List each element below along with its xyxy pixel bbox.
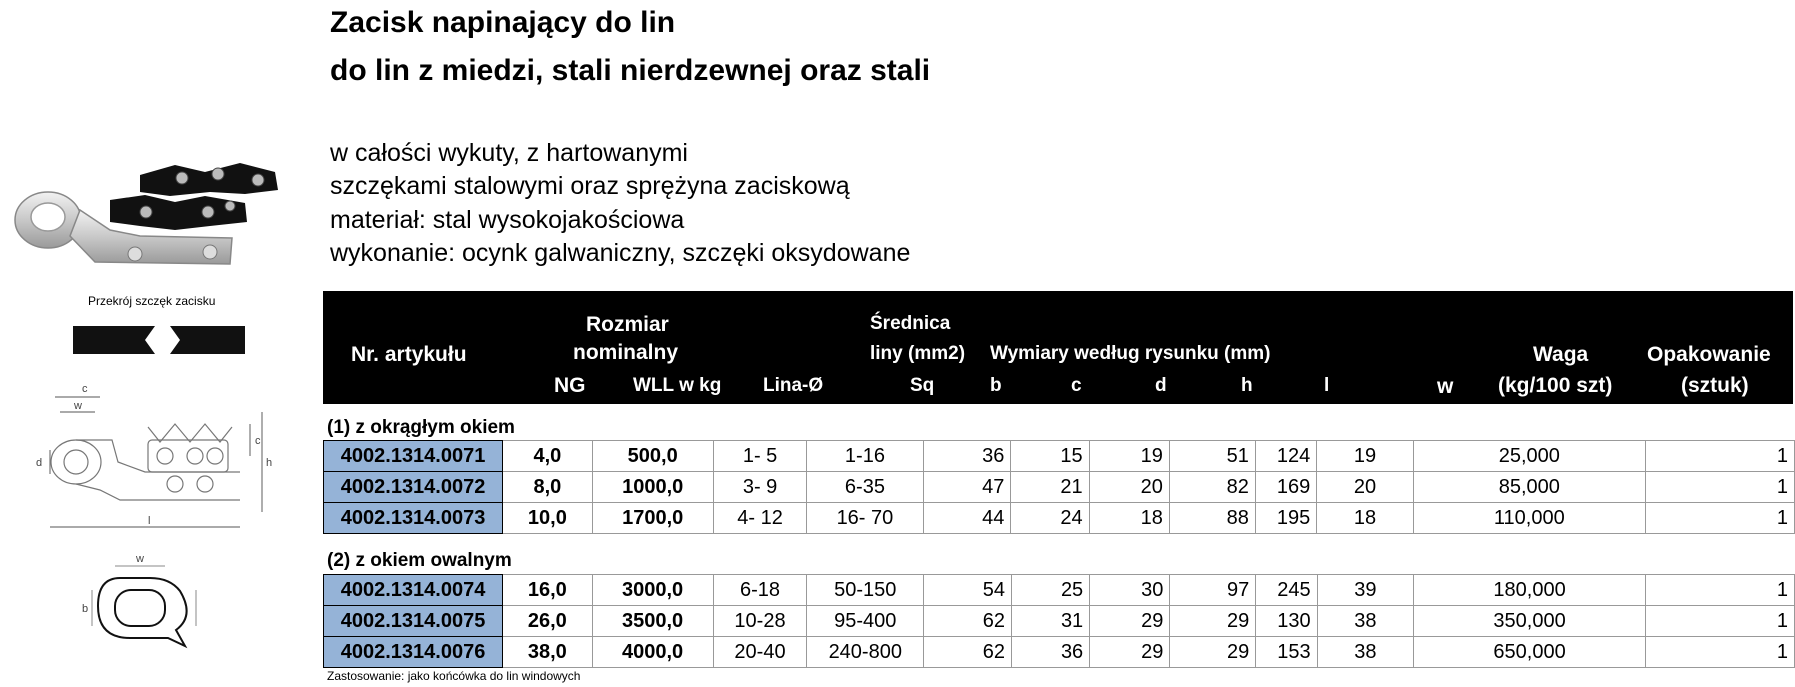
cell-l: 169 [1255, 472, 1316, 503]
cell-b: 44 [923, 503, 1011, 534]
cell-lina: 10-28 [713, 606, 807, 637]
cell-waga: 350,000 [1414, 606, 1646, 637]
cell-sq: 50-150 [807, 575, 924, 606]
article-number: 4002.1314.0071 [324, 441, 503, 472]
table-row [324, 503, 1795, 534]
description-line-1: w całości wykuty, z hartowanymi [330, 139, 688, 167]
dim-label-c2: c [255, 435, 261, 447]
cell-l: 153 [1256, 637, 1317, 668]
col-dims: Wymiary według rysunku (mm) [990, 343, 1271, 364]
cell-waga: 650,000 [1414, 637, 1646, 668]
col-c: c [1071, 375, 1082, 396]
cell-b: 36 [923, 441, 1011, 472]
eye-label-w: w [136, 553, 144, 565]
cell-b: 54 [924, 575, 1012, 606]
jaw-cross-section [0, 318, 320, 368]
col-srednica-line1: Średnica [870, 313, 951, 334]
col-nominal-line1: Rozmiar [586, 313, 669, 336]
cell-pack: 1 [1645, 441, 1794, 472]
cell-lina: 4- 12 [713, 503, 807, 534]
cell-sq: 95-400 [807, 606, 924, 637]
cell-h: 29 [1170, 606, 1256, 637]
table-row [324, 441, 1795, 472]
table-row [324, 606, 1795, 637]
cell-h: 82 [1169, 472, 1255, 503]
col-w: w [1437, 375, 1454, 398]
col-pack-line2: (sztuk) [1681, 374, 1749, 397]
col-waga-line1: Waga [1533, 343, 1589, 366]
dim-label-c: c [82, 383, 88, 395]
cell-pack: 1 [1646, 575, 1795, 606]
cell-l: 245 [1256, 575, 1317, 606]
cell-c: 25 [1011, 575, 1089, 606]
description-line-3: materiał: stal wysokojakościowa [330, 206, 685, 234]
cell-ng: 8,0 [503, 472, 593, 503]
cell-c: 15 [1011, 441, 1089, 472]
cell-sq: 6-35 [807, 472, 923, 503]
col-lina: Lina-Ø [763, 375, 824, 396]
jaw-section-label: Przekrój szczęk zacisku [88, 294, 216, 308]
cell-c: 31 [1011, 606, 1089, 637]
cell-sq: 16- 70 [807, 503, 923, 534]
cell-wll: 4000,0 [592, 637, 713, 668]
table-row [324, 472, 1795, 503]
cell-h: 97 [1170, 575, 1256, 606]
cell-d: 29 [1090, 637, 1170, 668]
product-illustrations [0, 0, 320, 687]
cell-waga: 25,000 [1413, 441, 1645, 472]
cell-h: 88 [1169, 503, 1255, 534]
cell-pack: 1 [1645, 472, 1794, 503]
dim-label-w: w [74, 400, 82, 412]
col-wll: WLL w kg [633, 375, 722, 396]
article-number: 4002.1314.0074 [324, 575, 503, 606]
cell-waga: 180,000 [1414, 575, 1646, 606]
dim-label-l: l [148, 515, 151, 527]
article-number: 4002.1314.0072 [324, 472, 503, 503]
cell-sq: 1-16 [807, 441, 923, 472]
col-h: h [1241, 375, 1253, 396]
table-header [323, 291, 1793, 404]
technical-drawing-side [0, 372, 320, 542]
cell-l: 130 [1256, 606, 1317, 637]
cell-h: 29 [1170, 637, 1256, 668]
cell-lina: 6-18 [713, 575, 807, 606]
cell-waga: 85,000 [1413, 472, 1645, 503]
cell-w: 20 [1317, 472, 1414, 503]
dim-label-h: h [266, 457, 273, 469]
cell-d: 30 [1090, 575, 1170, 606]
cell-ng: 10,0 [503, 503, 593, 534]
cell-w: 18 [1317, 503, 1414, 534]
article-number: 4002.1314.0076 [324, 637, 503, 668]
cell-pack: 1 [1646, 637, 1795, 668]
col-l: l [1324, 375, 1330, 396]
cell-c: 36 [1011, 637, 1089, 668]
cell-ng: 4,0 [503, 441, 593, 472]
eye-label-b: b [82, 603, 89, 615]
cell-d: 29 [1090, 606, 1170, 637]
dim-label-d: d [36, 457, 43, 469]
cell-c: 24 [1011, 503, 1089, 534]
cell-pack: 1 [1645, 503, 1794, 534]
cell-h: 51 [1169, 441, 1255, 472]
cell-lina: 1- 5 [713, 441, 807, 472]
footnote: Zastosowanie: jako końcówka do lin windowych [327, 669, 581, 683]
col-article: Nr. artykułu [351, 343, 467, 366]
cell-w: 38 [1317, 637, 1413, 668]
table-round-eye [323, 440, 1795, 534]
cell-wll: 1000,0 [592, 472, 713, 503]
cell-d: 19 [1089, 441, 1169, 472]
page-title: Zacisk napinający do lin [330, 6, 676, 39]
group-label-oval-eye: (2) z okiem owalnym [327, 550, 512, 571]
col-b: b [990, 375, 1002, 396]
table-oval-eye [323, 574, 1795, 668]
col-pack-line1: Opakowanie [1647, 343, 1771, 366]
cell-b: 62 [924, 637, 1012, 668]
cell-l: 195 [1255, 503, 1316, 534]
cell-w: 38 [1317, 606, 1413, 637]
cell-wll: 1700,0 [592, 503, 713, 534]
table-row [324, 575, 1795, 606]
cell-waga: 110,000 [1413, 503, 1645, 534]
cell-lina: 3- 9 [713, 472, 807, 503]
technical-drawing-eye [0, 546, 320, 676]
cell-ng: 16,0 [503, 575, 592, 606]
description-line-2: szczękami stalowymi oraz sprężyna zaciskową [330, 172, 850, 200]
article-number: 4002.1314.0073 [324, 503, 503, 534]
cell-b: 47 [923, 472, 1011, 503]
description-line-4: wykonanie: ocynk galwaniczny, szczęki oksydowane [330, 239, 911, 267]
col-d: d [1155, 375, 1167, 396]
cell-lina: 20-40 [713, 637, 807, 668]
col-waga-line2: (kg/100 szt) [1498, 374, 1613, 397]
cell-b: 62 [924, 606, 1012, 637]
col-ng: NG [554, 374, 586, 397]
cell-sq: 240-800 [807, 637, 924, 668]
group-label-round-eye: (1) z okrągłym okiem [327, 417, 515, 438]
cell-ng: 26,0 [503, 606, 592, 637]
cell-w: 19 [1317, 441, 1414, 472]
product-photo [0, 0, 320, 290]
cell-c: 21 [1011, 472, 1089, 503]
col-srednica-line2: liny (mm2) [870, 343, 966, 364]
cell-wll: 3500,0 [592, 606, 713, 637]
table-row [324, 637, 1795, 668]
cell-wll: 500,0 [592, 441, 713, 472]
cell-l: 124 [1255, 441, 1316, 472]
col-sq: Sq [910, 375, 935, 396]
col-nominal-line2: nominalny [573, 341, 679, 364]
cell-d: 20 [1089, 472, 1169, 503]
article-number: 4002.1314.0075 [324, 606, 503, 637]
page-subtitle: do lin z miedzi, stali nierdzewnej oraz stali [330, 54, 931, 87]
cell-ng: 38,0 [503, 637, 592, 668]
cell-pack: 1 [1646, 606, 1795, 637]
cell-w: 39 [1317, 575, 1413, 606]
cell-d: 18 [1089, 503, 1169, 534]
cell-wll: 3000,0 [592, 575, 713, 606]
